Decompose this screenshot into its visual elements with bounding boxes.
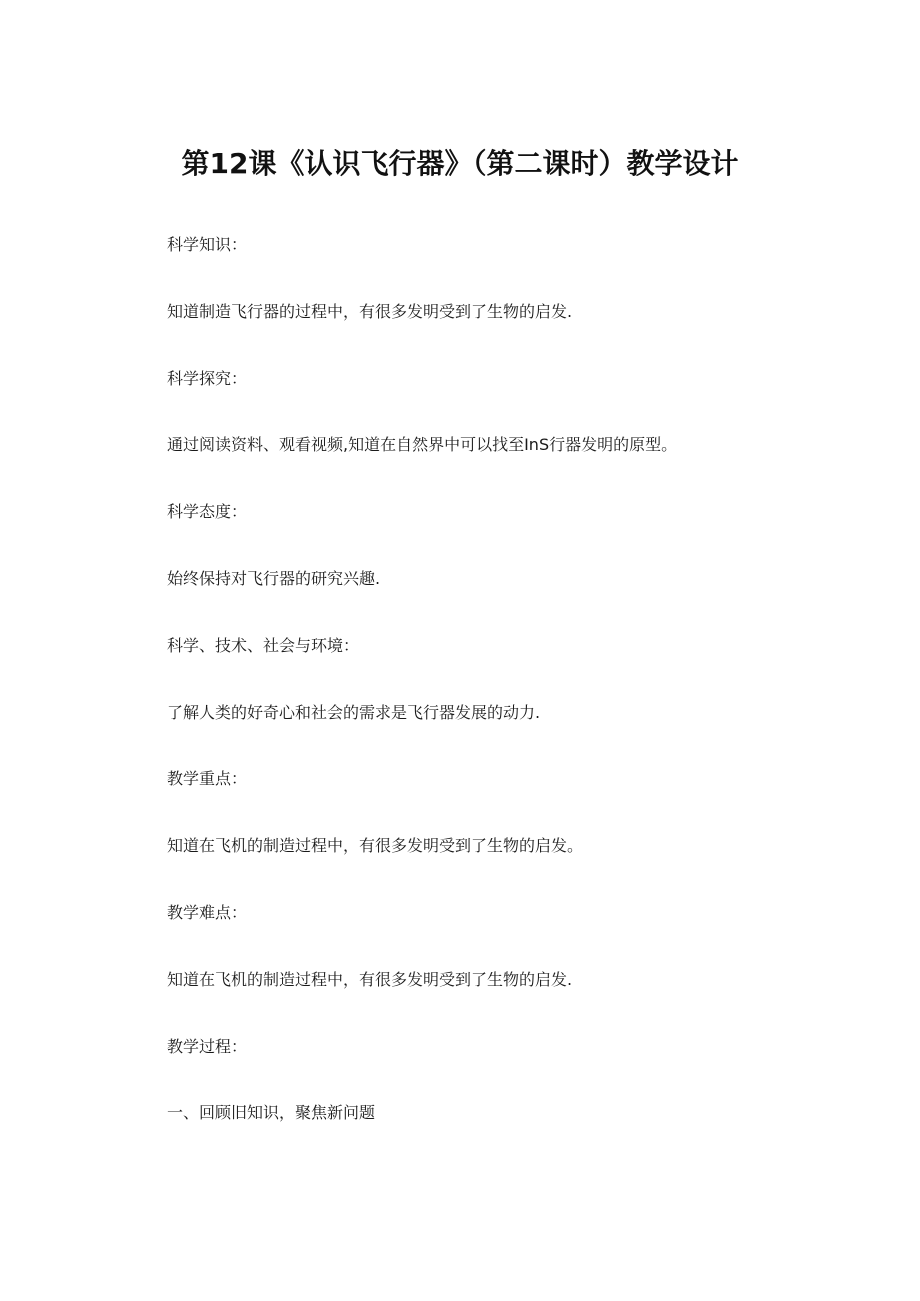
section-heading-teaching-focus: 教学重点： <box>167 769 248 789</box>
document-body <box>167 224 807 1159</box>
section-heading-science-knowledge: 科学知识： <box>167 235 248 254</box>
document-title: 第12课《认识飞行器》（第二课时）教学设计 <box>181 147 739 180</box>
paragraph-science-attitude: 始终保持对飞行器的研究兴趣. <box>167 568 381 588</box>
paragraph-science-inquiry: 通过阅读资料、观看视频,知道在自然界中可以找至InS行器发明的原型。 <box>167 435 678 455</box>
process-step-1: 一、回顾旧知识，聚焦新问题 <box>167 1103 376 1123</box>
section-heading-teaching-difficulty: 教学难点： <box>167 902 248 922</box>
paragraph-teaching-focus: 知道在飞机的制造过程中，有很多发明受到了生物的启发。 <box>167 836 584 856</box>
paragraph-science-knowledge: 知道制造飞行器的过程中，有很多发明受到了生物的启发. <box>167 301 573 321</box>
paragraph-stse: 了解人类的好奇心和社会的需求是飞行器发展的动力. <box>167 702 541 722</box>
paragraph-teaching-difficulty: 知道在飞机的制造过程中，有很多发明受到了生物的启发. <box>167 969 573 989</box>
section-heading-teaching-process: 教学过程： <box>167 1036 248 1056</box>
section-heading-stse: 科学、技术、社会与环境： <box>167 635 360 655</box>
section-heading-science-inquiry: 科学探究： <box>167 368 248 388</box>
section-heading-science-attitude: 科学态度： <box>167 502 248 522</box>
